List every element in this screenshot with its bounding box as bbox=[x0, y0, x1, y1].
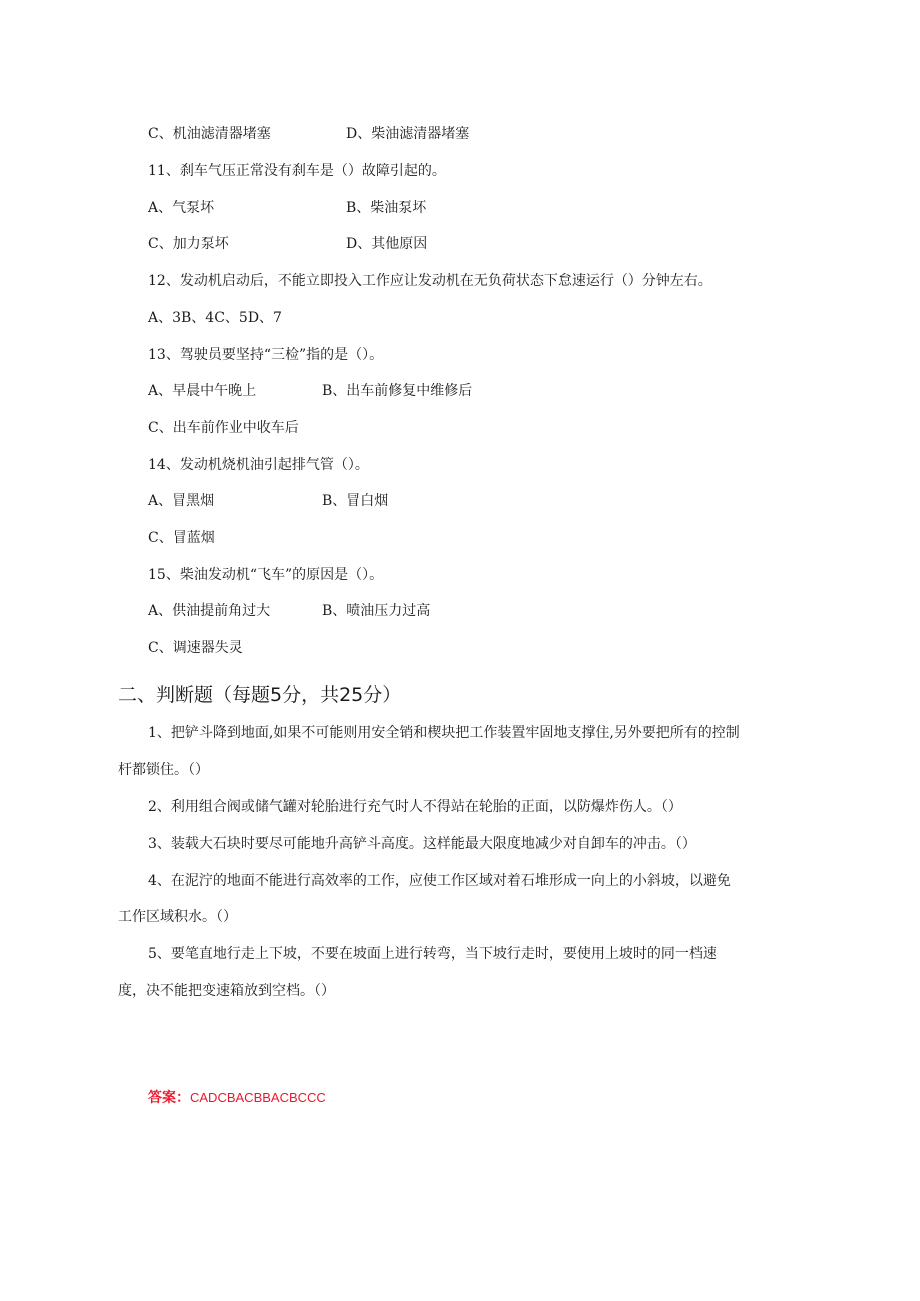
answer-label: 答案： bbox=[148, 1090, 190, 1106]
q13-stem: 13、驾驶员要坚持“三检”指的是（）。 bbox=[148, 347, 384, 363]
q11-option-b: B、柴油泵坏 bbox=[346, 200, 427, 216]
q14-stem: 14、发动机烧机油引起排气管（）。 bbox=[148, 457, 369, 473]
q10-option-d: D、柴油滤清器堵塞 bbox=[346, 126, 470, 142]
q13-option-b: B、出车前修复中维修后 bbox=[322, 383, 473, 399]
judgment-item-1-line1: 1、把铲斗降到地面,如果不可能则用安全销和楔块把工作装置牢固地支撑住,另外要把所有的控制 bbox=[148, 725, 740, 741]
q14-option-c: C、冒蓝烟 bbox=[148, 530, 215, 546]
q15-option-c: C、调速器失灵 bbox=[148, 640, 243, 656]
judgment-item-5-line2: 度，决不能把变速箱放到空档。（） bbox=[118, 983, 335, 999]
q13-option-c: C、出车前作业中收车后 bbox=[148, 420, 299, 436]
answer-key bbox=[148, 1088, 326, 1108]
q11-option-a: A、气泵坏 bbox=[148, 200, 215, 216]
q14-option-a: A、冒黑烟 bbox=[148, 493, 215, 509]
q15-stem: 15、柴油发动机“飞车”的原因是（）。 bbox=[148, 567, 384, 583]
q12-options: A、3B、4C、5D、7 bbox=[148, 310, 282, 326]
judgment-item-4-line1: 4、在泥泞的地面不能进行高效率的工作，应使工作区域对着石堆形成一向上的小斜坡，以避免 bbox=[148, 873, 731, 889]
judgment-item-2: 2、利用组合阀或储气罐对轮胎进行充气时人不得站在轮胎的正面，以防爆炸伤人。（） bbox=[148, 799, 682, 815]
q10-option-c: C、机油滤清器堵塞 bbox=[148, 126, 271, 142]
q11-option-c: C、加力泵坏 bbox=[148, 236, 229, 252]
q12-stem: 12、发动机启动后，不能立即投入工作应让发动机在无负荷状态下怠速运行（）分钟左右。 bbox=[148, 273, 712, 289]
judgment-item-4-line2: 工作区域积水。（） bbox=[118, 909, 237, 925]
q11-stem: 11、刹车气压正常没有刹车是（）故障引起的。 bbox=[148, 163, 446, 179]
q15-option-a: A、供油提前角过大 bbox=[148, 603, 271, 619]
answer-code: CADCBACBBACBCCC bbox=[190, 1090, 326, 1105]
judgment-item-3: 3、装载大石块时要尽可能地升高铲斗高度。这样能最大限度地减少对自卸车的冲击。（） bbox=[148, 836, 696, 852]
q13-option-a: A、早晨中午晚上 bbox=[148, 383, 257, 399]
q14-option-b: B、冒白烟 bbox=[322, 493, 389, 509]
q11-option-d: D、其他原因 bbox=[346, 236, 428, 252]
judgment-section-title: 二、判断题（每题5分，共25分） bbox=[118, 684, 402, 706]
judgment-item-1-line2: 杆都锁住。（） bbox=[118, 762, 209, 778]
q15-option-b: B、喷油压力过高 bbox=[322, 603, 431, 619]
judgment-item-5-line1: 5、要笔直地行走上下坡，不要在坡面上进行转弯，当下坡行走时，要使用上坡时的同一档速 bbox=[148, 946, 717, 962]
